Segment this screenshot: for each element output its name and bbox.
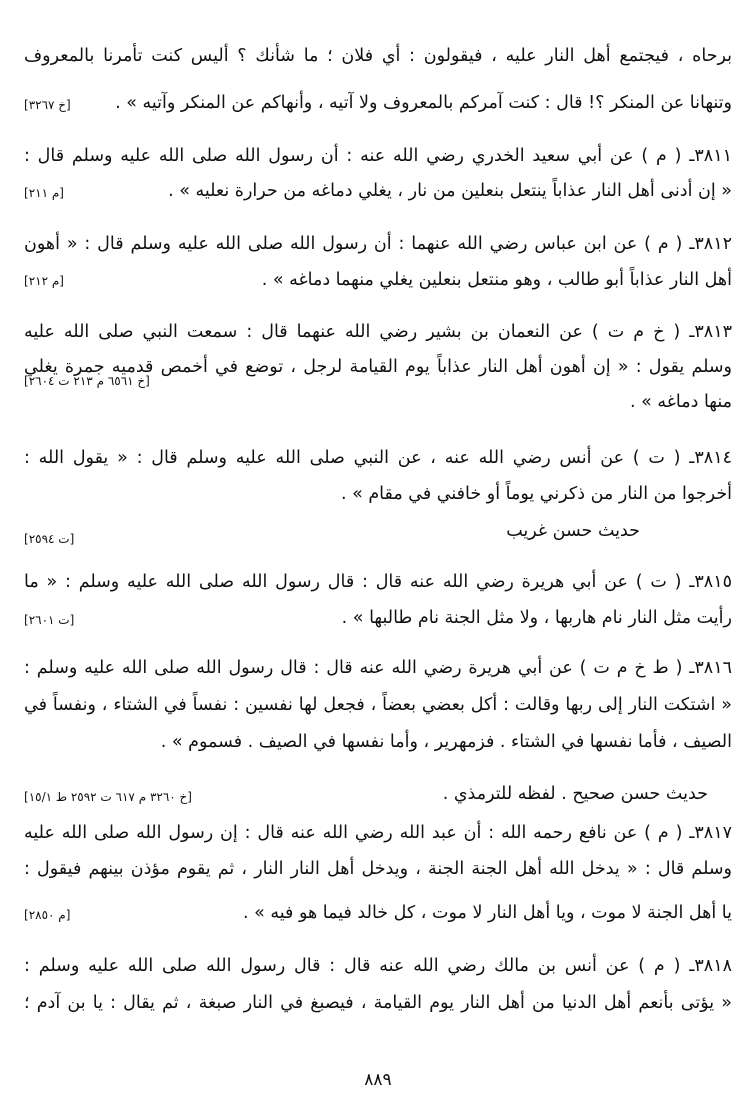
- hadith-3818-line: « يؤتى بأنعم أهل الدنيا من أهل النار يوم القيامة ، فيصبغ في النار صبغة ، ثم يقال : يا بن آدم ؛: [24, 993, 732, 1013]
- source-reference: [ت ٢٥٩٤]: [24, 532, 75, 546]
- hadith-3814-line: ٣٨١٤ـ ( ت ) عن أنس رضي الله عنه ، عن النبي صلى الله عليه وسلم قال : « يقول الله :: [24, 448, 732, 468]
- source-reference: [خ ٣٢٦٠ م ٦١٧ ت ٢٥٩٢ ط ١٥/١]: [24, 790, 192, 804]
- hadith-3812-line: ٣٨١٢ـ ( م ) عن ابن عباس رضي الله عنهما : أن رسول الله صلى الله عليه وسلم قال : « أهون: [24, 234, 732, 254]
- text-line: وتنهانا عن المنكر ؟! قال : كنت آمركم بالمعروف ولا آتيه ، وأنهاكم عن المنكر وآتيه » .: [115, 93, 732, 113]
- hadith-3817-line: يا أهل الجنة لا موت ، ويا أهل النار لا موت ، كل خالد فيما هو فيه » .: [242, 903, 732, 923]
- text-line: برحاه ، فيجتمع أهل النار عليه ، فيقولون : أي فلان ؛ ما شأنك ؟ أليس كنت تأمرنا بالمعروف: [24, 46, 732, 66]
- source-reference: [خ ٦٥٦١ م ٢١٣ ت ٢٦٠٤]: [24, 374, 150, 388]
- hadith-3812-line: أهل النار عذاباً أبو طالب ، وهو منتعل بنعلين يغلي منهما دماغه » .: [261, 270, 732, 290]
- hadith-3813-line: وسلم يقول : « إن أهون أهل النار عذاباً يوم القيامة لرجل ، توضع في أخمص قدميه جمرة يغلي: [24, 357, 732, 377]
- hadith-3816-line: الصيف ، فأما نفسها في الشتاء . فزمهرير ، وأما نفسها في الصيف . فسموم » .: [160, 732, 732, 752]
- hadith-3811-line: ٣٨١١ـ ( م ) عن أبي سعيد الخدري رضي الله عنه : أن رسول الله صلى الله عليه وسلم قال :: [24, 146, 732, 166]
- hadith-3814-line: أخرجوا من النار من ذكرني يوماً أو خافني في مقام » .: [340, 484, 732, 504]
- hadith-3811-line: « إن أدنى أهل النار عذاباً ينتعل بنعلين من نار ، يغلي دماغه من حرارة نعليه » .: [168, 181, 732, 201]
- source-reference: [خ ٣٢٦٧]: [24, 98, 71, 112]
- hadith-3815-line: ٣٨١٥ـ ( ت ) عن أبي هريرة رضي الله عنه قال : قال رسول الله صلى الله عليه وسلم : « ما: [24, 572, 732, 592]
- source-reference: [م ٢٨٥٠]: [24, 908, 71, 922]
- hadith-3816-line: ٣٨١٦ـ ( ط خ م ت ) عن أبي هريرة رضي الله عنه قال : قال رسول الله صلى الله عليه وسلم :: [24, 658, 732, 678]
- hadith-3816-line: « اشتكت النار إلى ربها وقالت : أكل بعضي بعضاً ، فجعل لها نفسين : نفساً في الشتاء ، ونفساً في: [24, 695, 732, 715]
- grading-note: حديث حسن غريب: [506, 521, 640, 541]
- source-reference: [م ٢١١]: [24, 186, 64, 200]
- source-reference: [ت ٢٦٠١]: [24, 613, 75, 627]
- hadith-3817-line: وسلم قال : « يدخل الله أهل الجنة الجنة ، ويدخل أهل النار النار ، ثم يقوم مؤذن بينهم فيقول :: [24, 859, 732, 879]
- page-number: ٨٨٩: [364, 1070, 392, 1090]
- hadith-3815-line: رأيت مثل النار نام هاربها ، ولا مثل الجنة نام طالبها » .: [341, 608, 732, 628]
- hadith-3817-line: ٣٨١٧ـ ( م ) عن نافع رحمه الله : أن عبد الله رضي الله عنه قال : إن رسول الله صلى الله عليه: [24, 823, 732, 843]
- source-reference: [م ٢١٢]: [24, 274, 64, 288]
- hadith-3813-line: ٣٨١٣ـ ( خ م ت ) عن النعمان بن بشير رضي الله عنهما قال : سمعت النبي صلى الله عليه: [24, 322, 732, 342]
- hadith-3813-line: منها دماغه » .: [629, 392, 732, 412]
- hadith-3818-line: ٣٨١٨ـ ( م ) عن أنس بن مالك رضي الله عنه قال : قال رسول الله صلى الله عليه وسلم :: [24, 956, 732, 976]
- grading-note: حديث حسن صحيح . لفظه للترمذي .: [442, 784, 708, 804]
